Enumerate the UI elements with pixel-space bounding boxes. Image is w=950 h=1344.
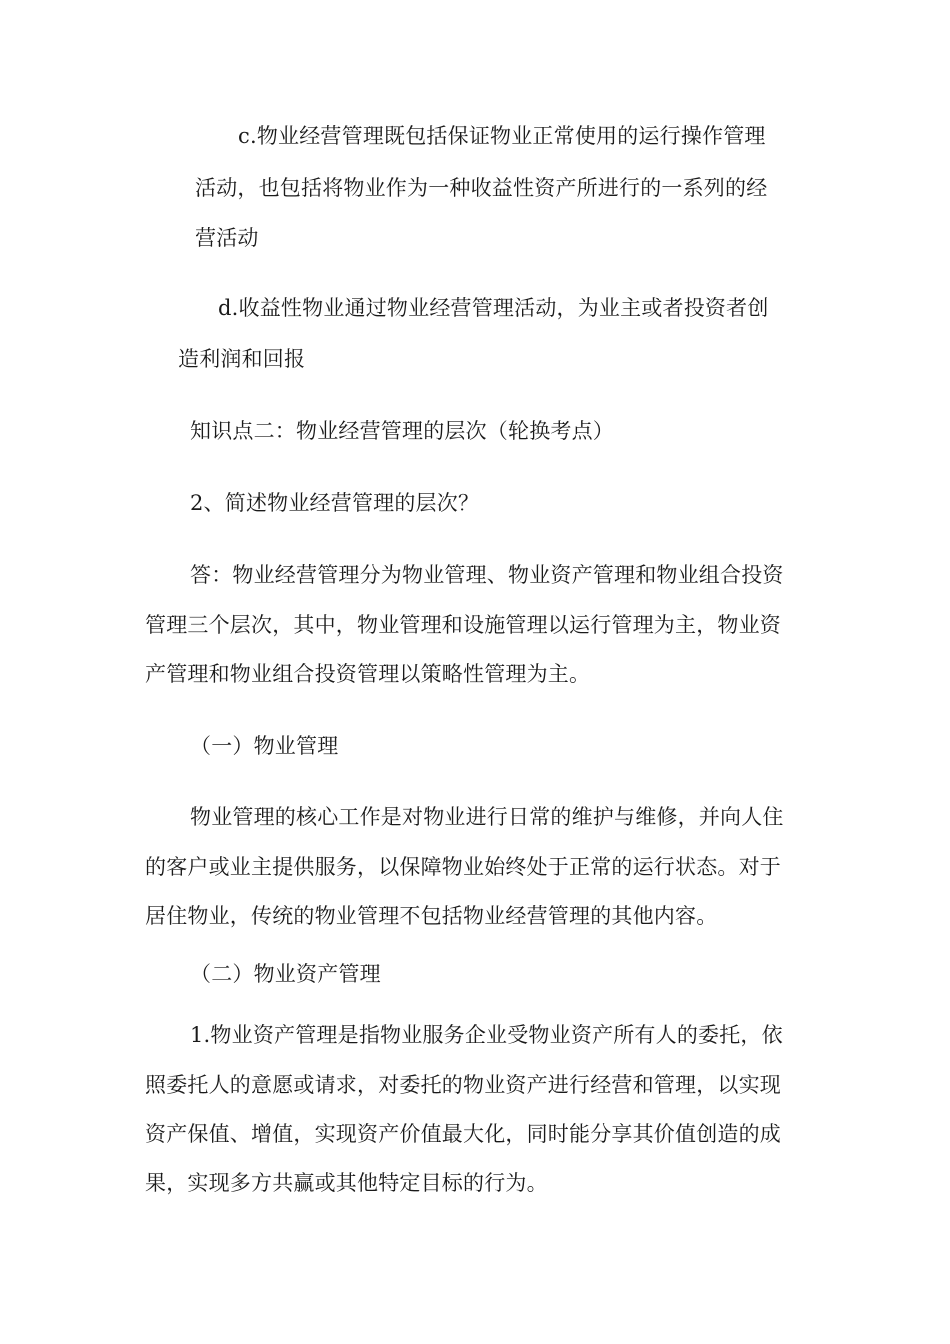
question-2: 2、简述物业经营管理的层次？ xyxy=(190,491,480,515)
item-d-line-2: 造利润和回报 xyxy=(178,347,306,371)
answer-line-3: 产管理和物业组合投资管理以策略性管理为主。 xyxy=(145,662,591,686)
section-1-heading: （一）物业管理 xyxy=(190,734,339,758)
item-c-line-1: c.物业经营管理既包括保证物业正常使用的运行操作管理 xyxy=(238,124,766,148)
section-2-line-3: 资产保值、增值，实现资产价值最大化，同时能分享其价值创造的成 xyxy=(145,1122,781,1146)
section-2-heading: （二）物业资产管理 xyxy=(190,962,381,986)
item-c-line-2: 活动，也包括将物业作为一种收益性资产所进行的一系列的经 xyxy=(195,176,768,200)
section-1-line-2: 的客户或业主提供服务，以保障物业始终处于正常的运行状态。对于 xyxy=(145,855,781,879)
section-2-line-1: 1.物业资产管理是指物业服务企业受物业资产所有人的委托，依 xyxy=(190,1023,783,1047)
answer-line-1: 答：物业经营管理分为物业管理、物业资产管理和物业组合投资 xyxy=(190,563,784,587)
item-c-line-3: 营活动 xyxy=(195,226,259,250)
answer-line-2: 管理三个层次，其中，物业管理和设施管理以运行管理为主，物业资 xyxy=(145,613,781,637)
section-1-line-1: 物业管理的核心工作是对物业进行日常的维护与维修，并向人住 xyxy=(190,805,784,829)
section-2-line-2: 照委托人的意愿或请求，对委托的物业资产进行经营和管理，以实现 xyxy=(145,1073,781,1097)
section-2-line-4: 果，实现多方共赢或其他特定目标的行为。 xyxy=(145,1171,548,1195)
section-1-line-3: 居住物业，传统的物业管理不包括物业经营管理的其他内容。 xyxy=(145,904,718,928)
knowledge-point-heading: 知识点二：物业经营管理的层次（轮换考点） xyxy=(190,419,614,443)
item-d-line-1: d.收益性物业通过物业经营管理活动，为业主或者投资者创 xyxy=(218,296,769,320)
